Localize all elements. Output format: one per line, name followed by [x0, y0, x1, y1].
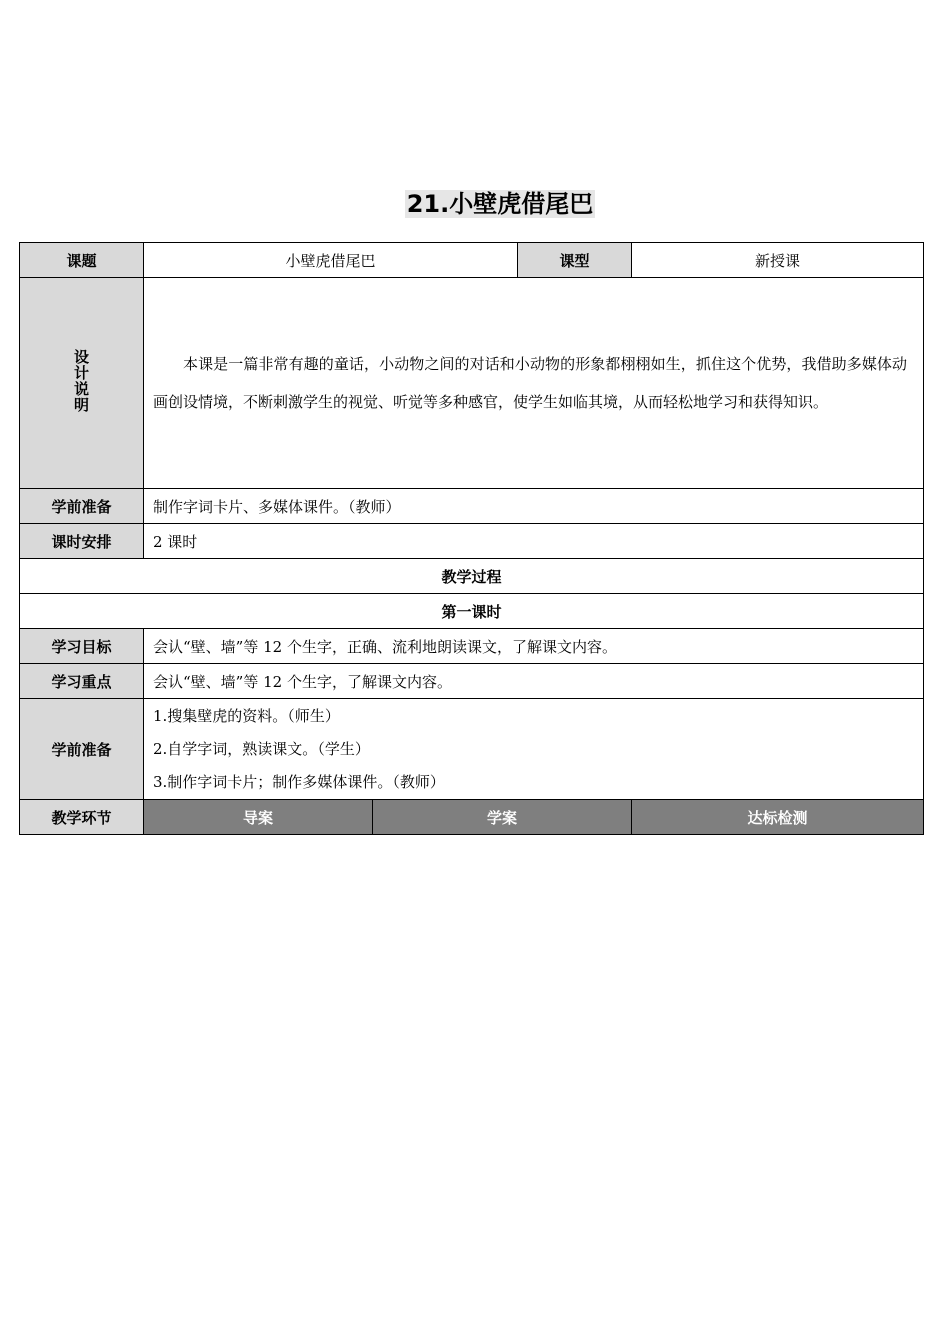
lesson-prep-row: [20, 699, 924, 800]
process-heading: 教学过程: [20, 559, 924, 594]
page-title-text: 21.小壁虎借尾巴: [406, 190, 594, 218]
topic-value: 小壁虎借尾巴: [144, 243, 518, 278]
lesson-heading: 第一课时: [20, 594, 924, 629]
design-label: 设计说明: [72, 349, 90, 413]
focus-label: 学习重点: [20, 664, 144, 699]
lesson-prep-list: [144, 699, 924, 800]
steps-label: 教学环节: [20, 800, 144, 835]
topic-label: 课题: [20, 243, 144, 278]
design-row: [20, 278, 924, 489]
type-value: 新授课: [632, 243, 924, 278]
preparation-value: 制作字词卡片、多媒体课件。（教师）: [144, 489, 924, 524]
design-label-cell: [20, 278, 144, 489]
type-label: 课型: [518, 243, 632, 278]
schedule-label: 课时安排: [20, 524, 144, 559]
lesson-plan-table: [19, 242, 924, 835]
lesson-prep-item: 1.搜集壁虎的资料。（师生）: [153, 706, 340, 725]
lesson-heading-row: [20, 594, 924, 629]
schedule-row: [20, 524, 924, 559]
goals-row: [20, 629, 924, 664]
focus-row: [20, 664, 924, 699]
steps-col-guide: 导案: [144, 800, 373, 835]
lesson-prep-item: 3.制作字词卡片；制作多媒体课件。（教师）: [153, 772, 445, 791]
design-text: 本课是一篇非常有趣的童话，小动物之间的对话和小动物的形象都栩栩如生，抓住这个优势，我借助多媒体动画创设情境，不断刺激学生的视觉、听觉等多种感官，使学生如临其境，从而轻松地学习和获得知识。: [144, 278, 924, 489]
steps-col-study: 学案: [373, 800, 632, 835]
lesson-prep-label: 学前准备: [20, 699, 144, 800]
page-title: [0, 186, 950, 222]
preparation-label: 学前准备: [20, 489, 144, 524]
focus-value: 会认“壁、墙”等 12 个生字，了解课文内容。: [144, 664, 924, 699]
goals-value: 会认“壁、墙”等 12 个生字，正确、流利地朗读课文，了解课文内容。: [144, 629, 924, 664]
lesson-prep-item: 2.自学字词，熟读课文。（学生）: [153, 739, 370, 758]
process-heading-row: [20, 559, 924, 594]
steps-row: [20, 800, 924, 835]
preparation-row: [20, 489, 924, 524]
goals-label: 学习目标: [20, 629, 144, 664]
topic-row: [20, 243, 924, 278]
schedule-value: 2 课时: [144, 524, 924, 559]
steps-col-check: 达标检测: [632, 800, 924, 835]
